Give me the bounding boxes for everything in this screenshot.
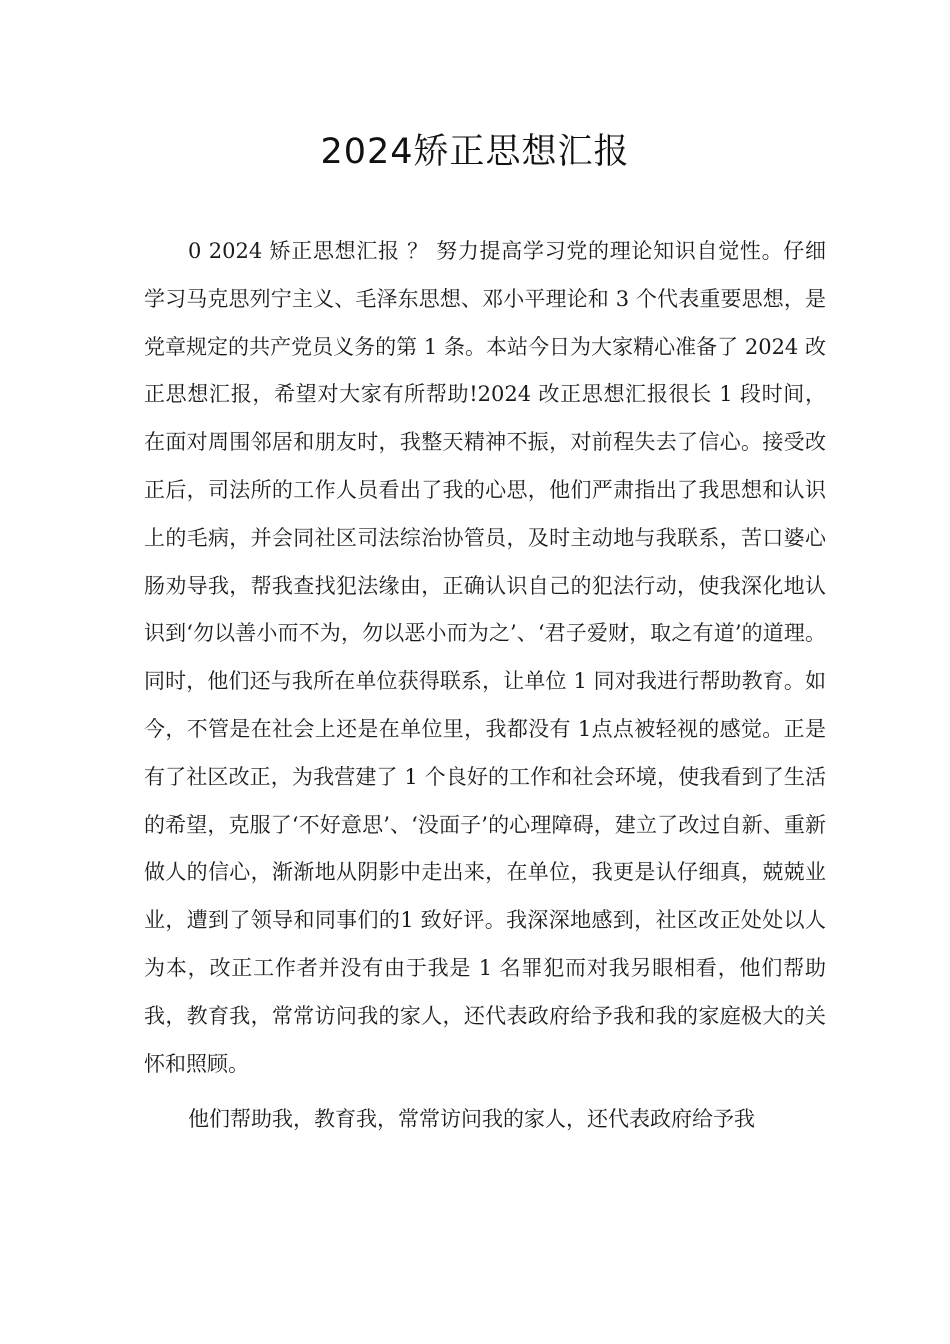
body-paragraph: 他们帮助我，教育我，常常访问我的家人，还代表政府给予我: [188, 1107, 755, 1132]
document-body: [144, 228, 826, 1144]
body-paragraph: 0 2024 矫正思想汇报 ？ 努力提高学习党的理论知识自觉性。仔细学习马克思列宁主义、毛泽东思想、邓小平理论和 3 个代表重要思想，是党章规定的共产党员义务的第 1 条。本站今日为大家精心准备了 2024 改正思想汇报，希望对大家有所帮助!2024 改正思想汇报很长 1 段时间，在面对周围邻居和朋友时，我整天精神不振，对前程失去了信心。接受改正后，司法所的工作人员看出了我的心思，他们严肃指出了我思想和认识上的毛病，并会同社区司法综治协管员，及时主动地与我联系，苦口婆心肠劝导我，帮我查找犯法缘由，正确认识自己的犯法行动，使我深化地认识到‘勿以善小而不为，勿以恶小而为之’、‘君子爱财，取之有道’的道理。同时，他们还与我所在单位获得联系，让单位 1 同对我进行帮助教育。如今，不管是在社会上还是在单位里，我都没有 1点点被轻视的感觉。正是有了社区改正，为我营建了 1 个良好的工作和社会环境，使我看到了生活的希望，克服了‘不好意思’、‘没面子’的心理障碍，建立了改过自新、重新做人的信心，渐渐地从阴影中走出来，在单位，我更是认仔细真，兢兢业业，遭到了领导和同事们的1 致好评。我深深地感到，社区改正处处以人为本，改正工作者并没有由于我是 1 名罪犯而对我另眼相看，他们帮助我，教育我，常常访问我的家人，还代表政府给予我和我的家庭极大的关怀和照顾。: [144, 239, 826, 1076]
document-title: 2024矫正思想汇报: [320, 132, 630, 172]
